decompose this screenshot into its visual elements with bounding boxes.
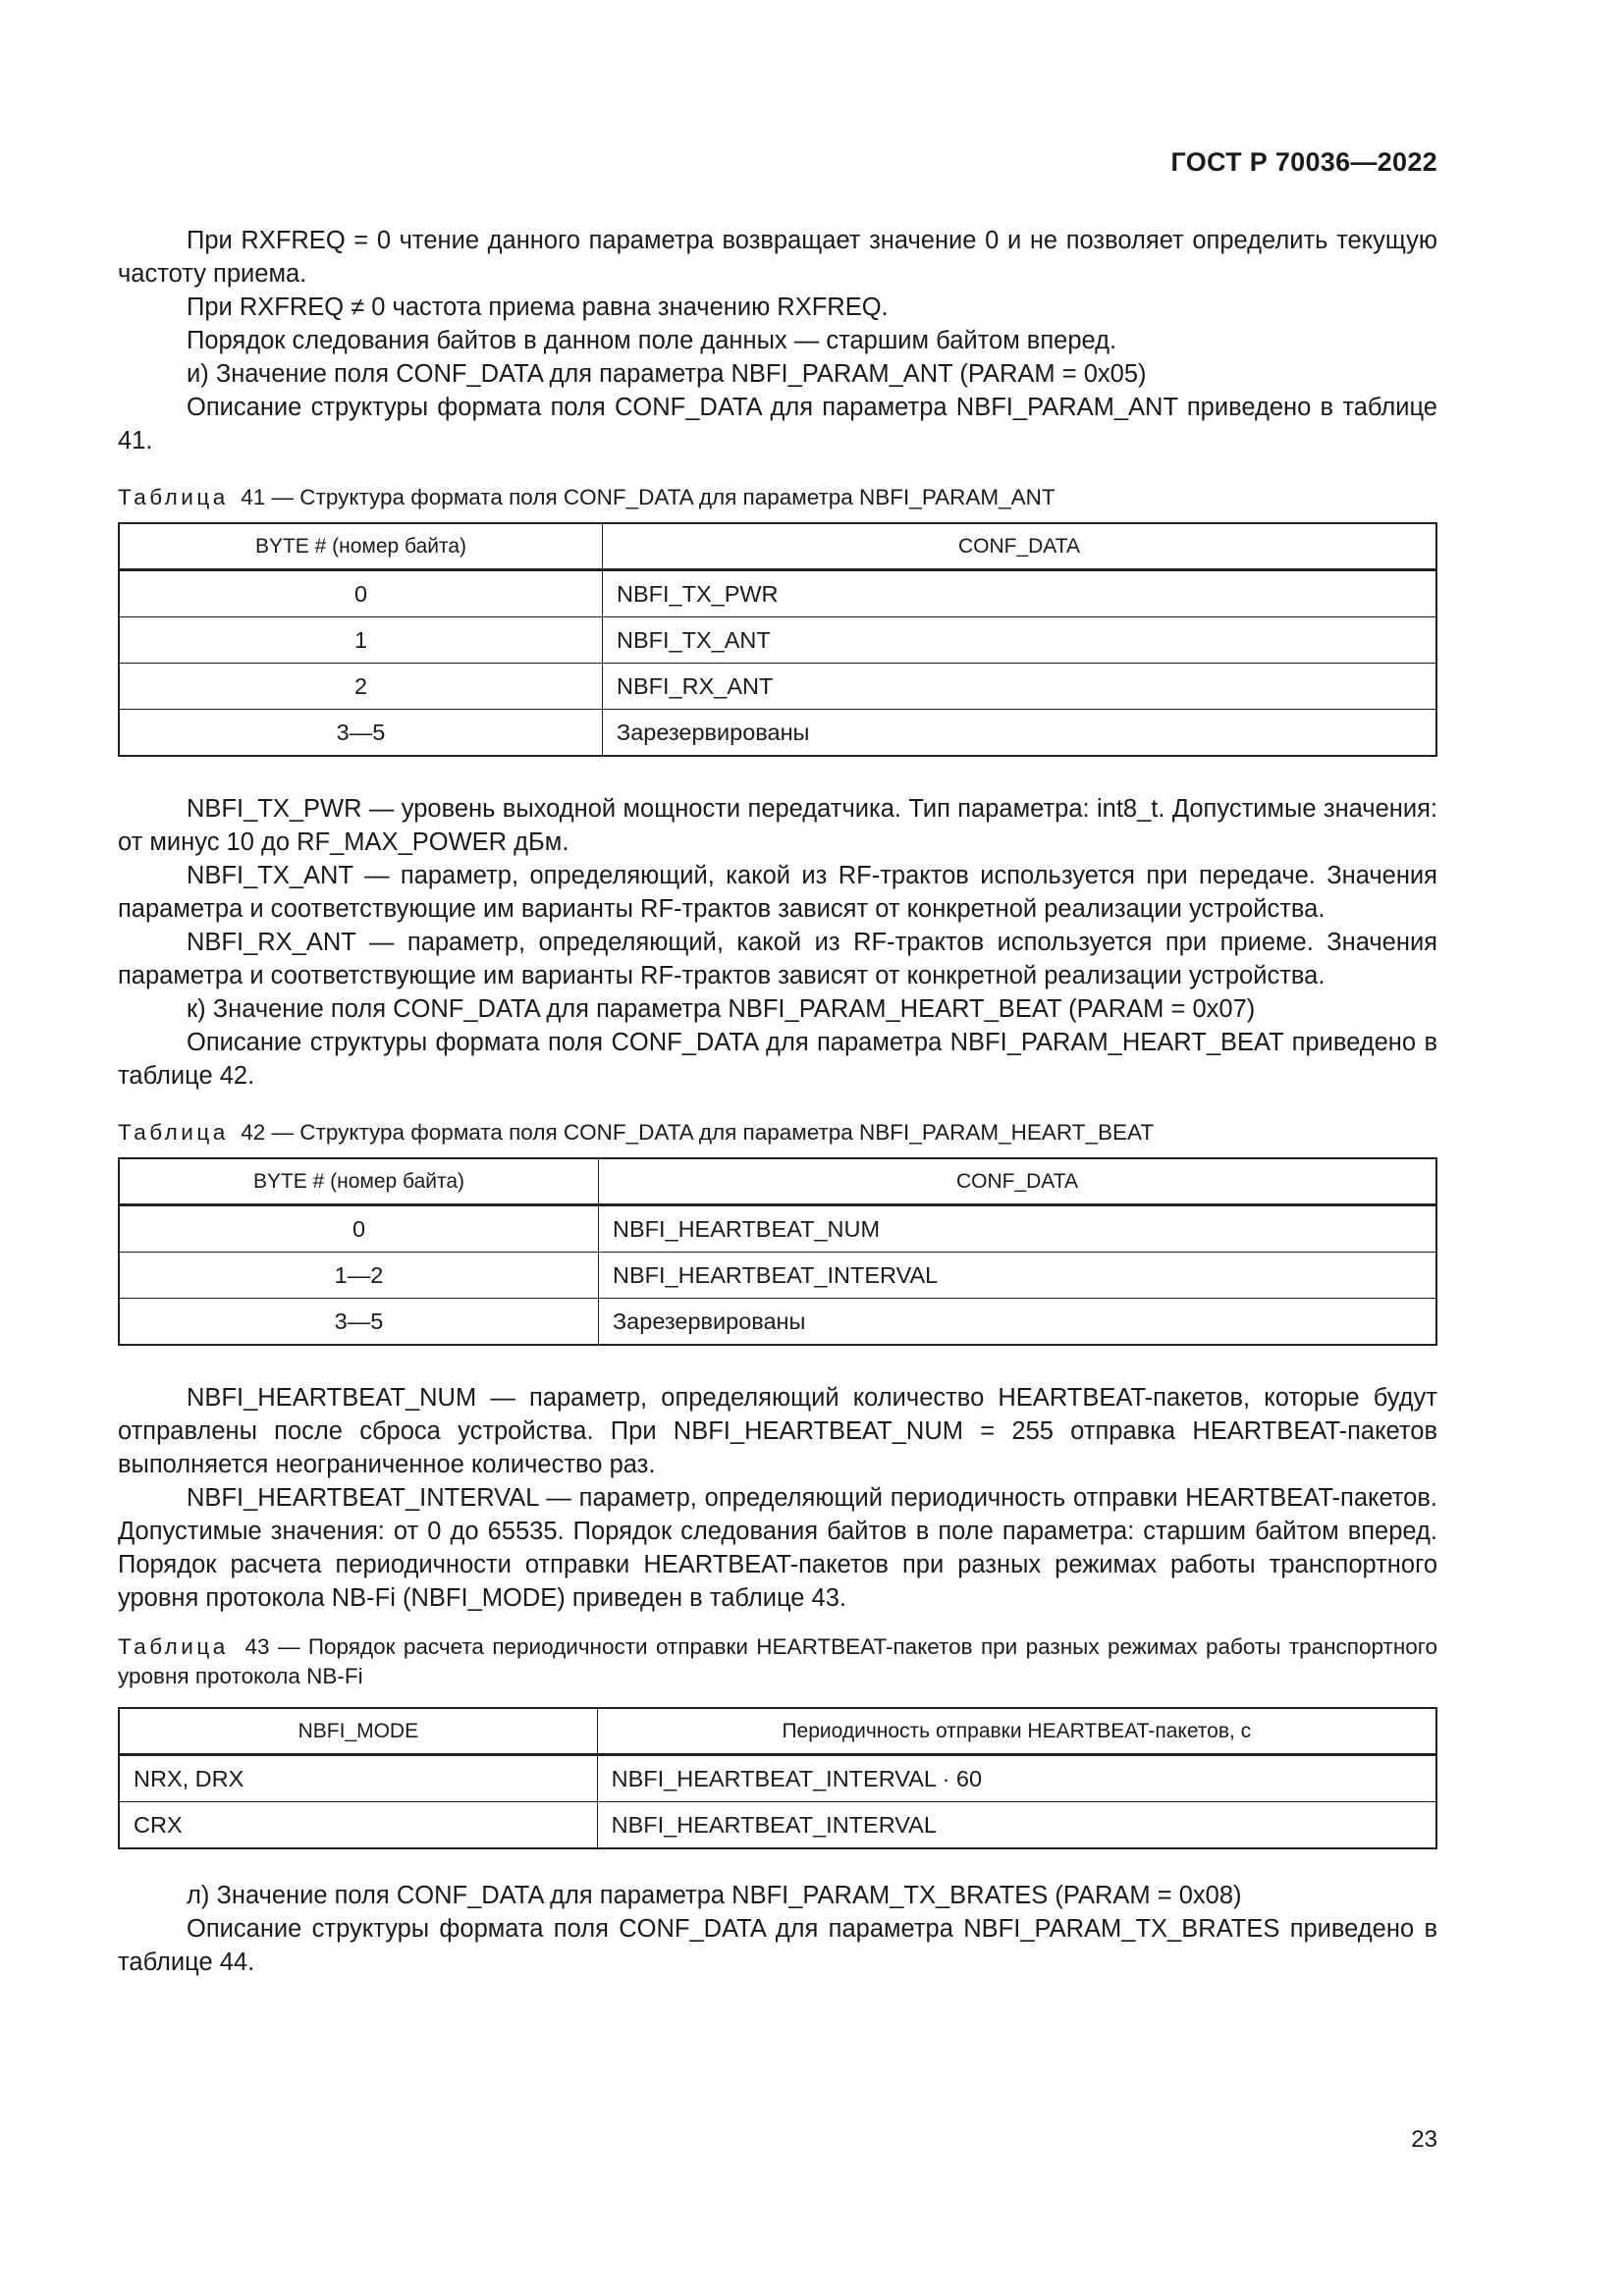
paragraph: NBFI_HEARTBEAT_INTERVAL — параметр, определяющий периодичность отправки HEARTBEAT-пакетов. Допустимые значения: от 0 до 65535. Порядок следования байтов в поле параметра: старшим байтом вперед. Порядок расчета периодичности отправки HEARTBEAT-пакетов при разных режимах работы транспортного уровня протокола NB-Fi (NBFI_MODE) приведен в таблице 43. — [118, 1484, 1437, 1612]
table-cell: 2 — [119, 664, 603, 710]
table-cell: 3—5 — [119, 710, 603, 757]
table-cell: 0 — [119, 570, 603, 617]
document-id-header: ГОСТ Р 70036—2022 — [1170, 147, 1437, 177]
table-header-row — [119, 1708, 1436, 1755]
table-cell: Зарезервированы — [603, 710, 1437, 757]
table-43 — [118, 1707, 1437, 1849]
table-cell: NBFI_TX_ANT — [603, 617, 1437, 664]
table-cell: 3—5 — [119, 1299, 598, 1346]
table-cell: CRX — [119, 1802, 597, 1849]
paragraph: При RXFREQ ≠ 0 частота приема равна значению RXFREQ. — [187, 294, 889, 321]
table-cell: NBFI_HEARTBEAT_INTERVAL — [597, 1802, 1436, 1849]
table-cell: 0 — [119, 1205, 598, 1253]
table-row — [119, 1802, 1436, 1849]
table-row — [119, 617, 1436, 664]
table-caption-text: 42 — Структура формата поля CONF_DATA для параметра NBFI_PARAM_HEART_BEAT — [241, 1120, 1155, 1145]
table-header-row — [119, 523, 1436, 570]
table-caption-label: Таблица — [118, 1634, 229, 1659]
table-42 — [118, 1157, 1437, 1346]
paragraph: Описание структуры формата поля CONF_DATA для параметра NBFI_PARAM_HEART_BEAT приведено в таблице 42. — [118, 1029, 1437, 1090]
table-caption — [118, 1118, 1437, 1148]
column-header: BYTE # (номер байта) — [119, 523, 603, 570]
table-cell: NBFI_RX_ANT — [603, 664, 1437, 710]
column-header: CONF_DATA — [598, 1158, 1436, 1205]
document-body — [118, 224, 1437, 1979]
table-header-row — [119, 1158, 1436, 1205]
column-header: BYTE # (номер байта) — [119, 1158, 598, 1205]
table-row — [119, 710, 1436, 757]
page-number: 23 — [1411, 2126, 1437, 2153]
table-caption-label: Таблица — [118, 485, 229, 509]
document-page — [118, 0, 1437, 2296]
paragraph: NBFI_TX_PWR — уровень выходной мощности передатчика. Тип параметра: int8_t. Допустимые значения: от минус 10 до RF_MAX_POWER дБм. — [118, 795, 1437, 856]
table-cell: NBFI_TX_PWR — [603, 570, 1437, 617]
table-caption — [118, 483, 1437, 512]
table-row — [119, 1755, 1436, 1802]
table-cell: NBFI_HEARTBEAT_INTERVAL · 60 — [597, 1755, 1436, 1802]
paragraph: к) Значение поля CONF_DATA для параметра NBFI_PARAM_HEART_BEAT (PARAM = 0x07) — [187, 995, 1256, 1023]
table-row — [119, 664, 1436, 710]
table-caption-text: 43 — Порядок расчета периодичности отправки HEARTBEAT-пакетов при разных режимах работы транспортного уровня протокола NB-Fi — [118, 1634, 1437, 1688]
paragraph: NBFI_RX_ANT — параметр, определяющий, какой из RF-трактов используется при приеме. Значения параметра и соответствующие им варианты RF-трактов зависят от конкретной реализации устройства. — [118, 929, 1437, 989]
paragraph: л) Значение поля CONF_DATA для параметра NBFI_PARAM_TX_BRATES (PARAM = 0x08) — [187, 1882, 1242, 1909]
table-cell: 1—2 — [119, 1253, 598, 1299]
table-cell: 1 — [119, 617, 603, 664]
table-cell: NRX, DRX — [119, 1755, 597, 1802]
paragraph: При RXFREQ = 0 чтение данного параметра возвращает значение 0 и не позволяет определить текущую частоту приема. — [118, 227, 1437, 288]
table-cell: NBFI_HEARTBEAT_INTERVAL — [598, 1253, 1436, 1299]
table-row — [119, 570, 1436, 617]
paragraph: NBFI_TX_ANT — параметр, определяющий, какой из RF-трактов используется при передаче. Значения параметра и соответствующие им варианты RF-трактов зависят от конкретной реализации устройства. — [118, 862, 1437, 923]
paragraph: NBFI_HEARTBEAT_NUM — параметр, определяющий количество HEARTBEAT-пакетов, которые будут отправлены после сброса устройства. При NBFI_HEARTBEAT_NUM = 255 отправка HEARTBEAT-пакетов выполняется неограниченное количество раз. — [118, 1384, 1437, 1478]
table-41 — [118, 522, 1437, 757]
table-row — [119, 1253, 1436, 1299]
column-header: Периодичность отправки HEARTBEAT-пакетов, с — [597, 1708, 1436, 1755]
table-caption-text: 41 — Структура формата поля CONF_DATA для параметра NBFI_PARAM_ANT — [241, 485, 1056, 509]
table-cell: Зарезервированы — [598, 1299, 1436, 1346]
table-row — [119, 1299, 1436, 1346]
column-header: CONF_DATA — [603, 523, 1437, 570]
paragraph: и) Значение поля CONF_DATA для параметра NBFI_PARAM_ANT (PARAM = 0x05) — [187, 360, 1147, 388]
paragraph: Порядок следования байтов в данном поле данных — старшим байтом вперед. — [187, 327, 1117, 354]
paragraph: Описание структуры формата поля CONF_DATA для параметра NBFI_PARAM_TX_BRATES приведено в таблице 44. — [118, 1915, 1437, 1976]
table-caption-label: Таблица — [118, 1120, 229, 1145]
table-cell: NBFI_HEARTBEAT_NUM — [598, 1205, 1436, 1253]
table-row — [119, 1205, 1436, 1253]
column-header: NBFI_MODE — [119, 1708, 597, 1755]
table-caption — [118, 1632, 1437, 1691]
paragraph: Описание структуры формата поля CONF_DATA для параметра NBFI_PARAM_ANT приведено в таблице 41. — [118, 394, 1437, 454]
